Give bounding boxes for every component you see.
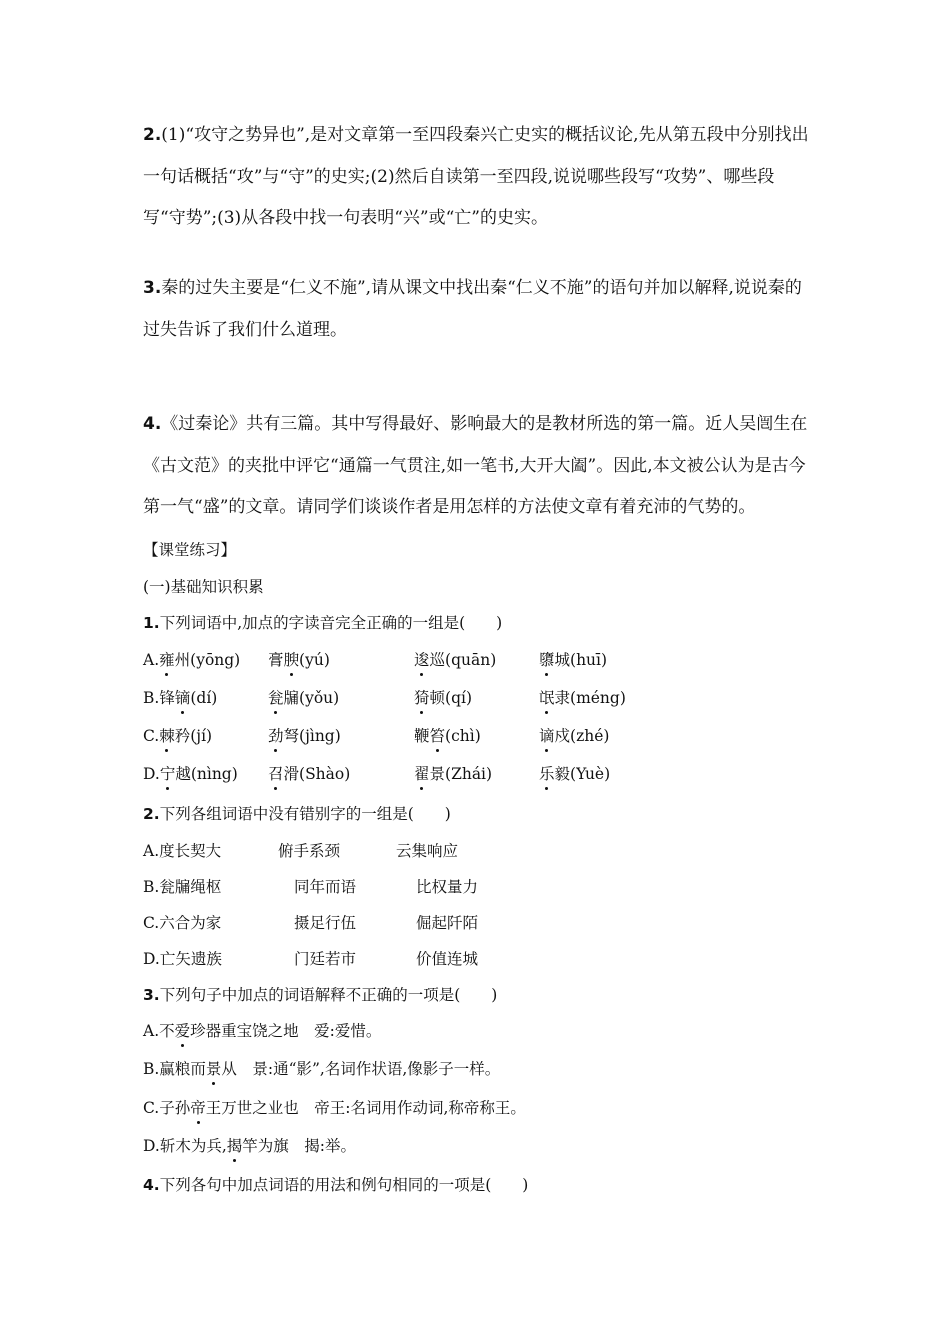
question-text: 秦的过失主要是“仁义不施”,请从课文中找出秦“仁义不施”的语句并加以解释,说说秦的过失告诉了我们什么道理。 xyxy=(143,278,802,340)
exercise-stem-text: 下列句子中加点的词语解释不正确的一项是( ) xyxy=(159,986,498,1004)
option-item xyxy=(143,947,222,969)
option-item xyxy=(268,762,350,784)
dotted-char: 帝 xyxy=(190,1096,206,1118)
dotted-char: 腴 xyxy=(284,648,300,670)
option-text: 珍器重宝饶之地 爱:爱惜。 xyxy=(190,1022,382,1040)
option-text: 同年而语 xyxy=(294,878,357,896)
option-text: 俯手系颈 xyxy=(278,842,341,860)
option-label: B. xyxy=(143,878,160,896)
option-text: 膏 xyxy=(268,651,284,669)
option-text: 瓮牖绳枢 xyxy=(159,878,222,896)
option-item xyxy=(414,686,472,708)
question-text: 《过秦论》共有三篇。其中写得最好、影响最大的是教材所选的第一篇。近人吴闿生在《古文范》的夹批中评它“通篇一气贯注,如一笔书,大开大阖”。因此,本文被公认为是古今第一气“盛”的文章。请同学们谈谈作者是用怎样的方法使文章有着充沛的气势的。 xyxy=(143,414,808,517)
option-label: B. xyxy=(143,689,160,707)
option-item xyxy=(539,686,626,708)
option-text: (yú) xyxy=(299,651,330,669)
option-item xyxy=(268,724,341,746)
option-text: 度长契大 xyxy=(159,842,222,860)
question-2 xyxy=(143,115,813,240)
option-item xyxy=(294,911,356,933)
option-item xyxy=(414,762,492,784)
exercise-stem-text: 下列各组词语中没有错别字的一组是( ) xyxy=(159,805,451,823)
option-item xyxy=(416,947,478,969)
option-item xyxy=(143,648,240,670)
option-text: 倔起阡陌 xyxy=(416,914,479,932)
option-text: 价值连城 xyxy=(416,950,479,968)
exercise-number: 1. xyxy=(143,614,160,632)
dotted-char: 镝 xyxy=(175,686,191,708)
dotted-char: 猗 xyxy=(414,686,430,708)
option-label: A. xyxy=(143,1022,160,1040)
option-item xyxy=(143,911,221,933)
option-item xyxy=(278,839,340,861)
option-text: 毅(Yuè) xyxy=(554,765,611,783)
dotted-char: 雍 xyxy=(159,648,175,670)
option-label: D. xyxy=(143,950,160,968)
option-text: 鞭 xyxy=(414,727,430,745)
dotted-char: 劲 xyxy=(268,724,284,746)
option-text: 景(Zhái) xyxy=(429,765,493,783)
option-text: 锋 xyxy=(159,689,175,707)
dotted-char: 乐 xyxy=(539,762,555,784)
option-text: 从 景:通“影”,名词作状语,像影子一样。 xyxy=(221,1060,501,1078)
question-4 xyxy=(143,404,813,529)
dotted-char: 爱 xyxy=(175,1019,191,1041)
dotted-char: 景 xyxy=(206,1057,222,1079)
option-item xyxy=(268,686,339,708)
dotted-char: 揭 xyxy=(227,1134,243,1156)
option-label: C. xyxy=(143,1099,160,1117)
question-3 xyxy=(143,268,813,351)
question-number: 3. xyxy=(143,278,162,298)
dotted-char: 翟 xyxy=(414,762,430,784)
option-text: 比权量力 xyxy=(416,878,479,896)
dotted-char: 棘 xyxy=(159,724,175,746)
option-item xyxy=(143,875,221,897)
option-item xyxy=(414,648,496,670)
option-text: 州(yōng) xyxy=(174,651,241,669)
exercise-number: 2. xyxy=(143,805,160,823)
option-text: 矜(jí) xyxy=(174,727,213,745)
dotted-char: 宁 xyxy=(160,762,176,784)
option-label: A. xyxy=(143,842,160,860)
section-heading: 【课堂练习】 xyxy=(143,541,237,559)
dotted-char: 笞 xyxy=(430,724,446,746)
option-text: 斩木为兵, xyxy=(159,1137,227,1155)
question-number: 2. xyxy=(143,125,162,145)
option-text: 戍(zhé) xyxy=(554,727,610,745)
option-text: 弩(jìng) xyxy=(283,727,341,745)
option-item xyxy=(396,839,458,861)
option-item xyxy=(416,875,478,897)
option-text: 六合为家 xyxy=(159,914,222,932)
option-item xyxy=(143,839,221,861)
option-text: 牖(yǒu) xyxy=(283,689,340,707)
option-item xyxy=(539,724,609,746)
option-text: 巡(quān) xyxy=(429,651,497,669)
question-text: (1)“攻守之势异也”,是对文章第一至四段秦兴亡史实的概括议论,先从第五段中分别找出一句话概括“攻”与“守”的史实;(2)然后自读第一至四段,说说哪些段写“攻势”、哪些段写“守势”;(3)从各段中找一句表明“兴”或“亡”的史实。 xyxy=(143,125,809,228)
option-label: A. xyxy=(143,651,160,669)
option-item xyxy=(143,724,212,746)
exercise-stem-text: 下列各句中加点词语的用法和例句相同的一项是( ) xyxy=(159,1176,529,1194)
exercise-number: 3. xyxy=(143,986,160,1004)
option-item xyxy=(416,911,478,933)
option-text: 亡矢遗族 xyxy=(159,950,222,968)
exercise-3-stem xyxy=(143,983,497,1005)
option-item xyxy=(143,686,217,708)
exercise-stem-text: 下列词语中,加点的字读音完全正确的一组是( ) xyxy=(159,614,503,632)
option-label: C. xyxy=(143,914,160,932)
dotted-char: 召 xyxy=(268,762,284,784)
option-label: B. xyxy=(143,1060,160,1078)
option-item xyxy=(539,762,610,784)
option-text: 越(nìng) xyxy=(175,765,238,783)
exercise-1-stem xyxy=(143,611,502,633)
option-text: 赢粮而 xyxy=(159,1060,206,1078)
dotted-char: 谪 xyxy=(539,724,555,746)
dotted-char: 逡 xyxy=(414,648,430,670)
option-label: C. xyxy=(143,727,160,745)
option-text: 城(huī) xyxy=(554,651,608,669)
option-text: 子孙 xyxy=(159,1099,191,1117)
option-text: 不 xyxy=(159,1022,175,1040)
option-text: 隶(méng) xyxy=(554,689,626,707)
option-text: 滑(Shào) xyxy=(283,765,351,783)
option-item xyxy=(143,1057,500,1079)
option-item xyxy=(143,1019,381,1041)
exercise-4-stem xyxy=(143,1173,528,1195)
question-number: 4. xyxy=(143,414,162,434)
option-label: D. xyxy=(143,765,160,783)
section-subheading: (一)基础知识积累 xyxy=(143,578,264,596)
option-item xyxy=(414,724,481,746)
option-item xyxy=(294,947,356,969)
option-text: 摄足行伍 xyxy=(294,914,357,932)
dotted-char: 氓 xyxy=(539,686,555,708)
option-text: (dí) xyxy=(190,689,218,707)
option-text: 王万世之业也 帝王:名词用作动词,称帝称王。 xyxy=(205,1099,526,1117)
option-item xyxy=(268,648,330,670)
option-text: (chì) xyxy=(445,727,481,745)
option-item xyxy=(539,648,607,670)
option-item xyxy=(294,875,356,897)
option-item xyxy=(143,1096,526,1118)
exercise-number: 4. xyxy=(143,1176,160,1194)
option-text: 顿(qí) xyxy=(429,689,472,707)
option-label: D. xyxy=(143,1137,160,1155)
exercise-2-stem xyxy=(143,802,451,824)
option-item xyxy=(143,1134,356,1156)
option-item xyxy=(143,762,238,784)
dotted-char: 隳 xyxy=(539,648,555,670)
option-text: 云集响应 xyxy=(396,842,459,860)
option-text: 竿为旗 揭:举。 xyxy=(242,1137,356,1155)
option-text: 门廷若市 xyxy=(294,950,357,968)
dotted-char: 瓮 xyxy=(268,686,284,708)
